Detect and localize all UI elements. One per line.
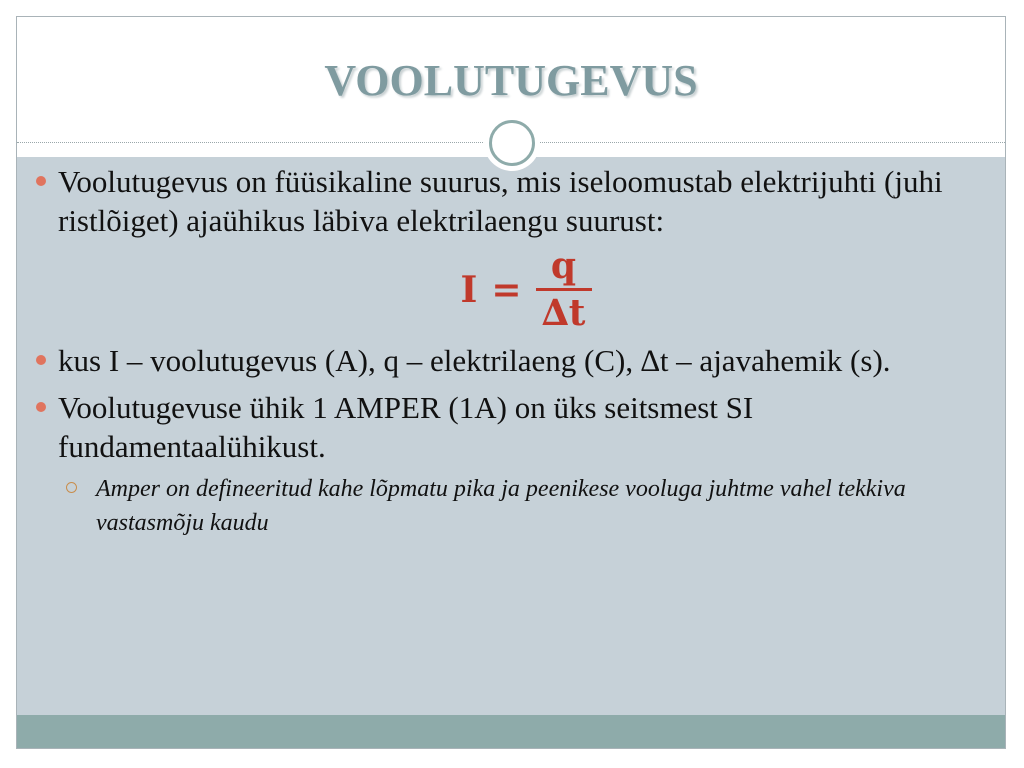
current-formula [36, 246, 956, 333]
bullet-text: Voolutugevuse ühik 1 AMPER (1A) on üks seitsmest SI fundamentaalühikust. [58, 390, 754, 464]
formula-fraction [536, 246, 592, 333]
formula-equals: = [491, 268, 522, 311]
bullet-item [36, 162, 956, 240]
slide-title: VOOLUTUGEVUS [324, 56, 698, 105]
hollow-circle-bullet-icon [66, 482, 77, 493]
formula-denominator: ∆t [541, 292, 586, 334]
sub-bullet-text: Amper on defineeritud kahe lõpmatu pika ja peenikese vooluga juhtme vahel tekkiva vastasmõju kaudu [96, 476, 906, 536]
bullet-dot-icon [36, 355, 46, 365]
bullet-item [36, 388, 956, 466]
bullet-item [36, 341, 956, 380]
slide-content [36, 162, 956, 540]
fraction-bar [536, 288, 592, 291]
bullet-dot-icon [36, 176, 46, 186]
formula-numerator: q [550, 245, 577, 287]
footer-band [17, 715, 1005, 748]
bullet-text: Voolutugevus on füüsikaline suurus, mis iseloomustab elektrijuhti (juhi ristlõiget) ajaühikus läbiva elektrilaengu suurust: [58, 164, 943, 238]
bullet-text: kus I – voolutugevus (A), q – elektrilaeng (C), ∆t – ajavahemik (s). [58, 343, 891, 378]
formula-lhs: I [460, 268, 478, 311]
bullet-dot-icon [36, 402, 46, 412]
ring-icon [489, 120, 535, 166]
sub-bullet-item [66, 472, 956, 540]
